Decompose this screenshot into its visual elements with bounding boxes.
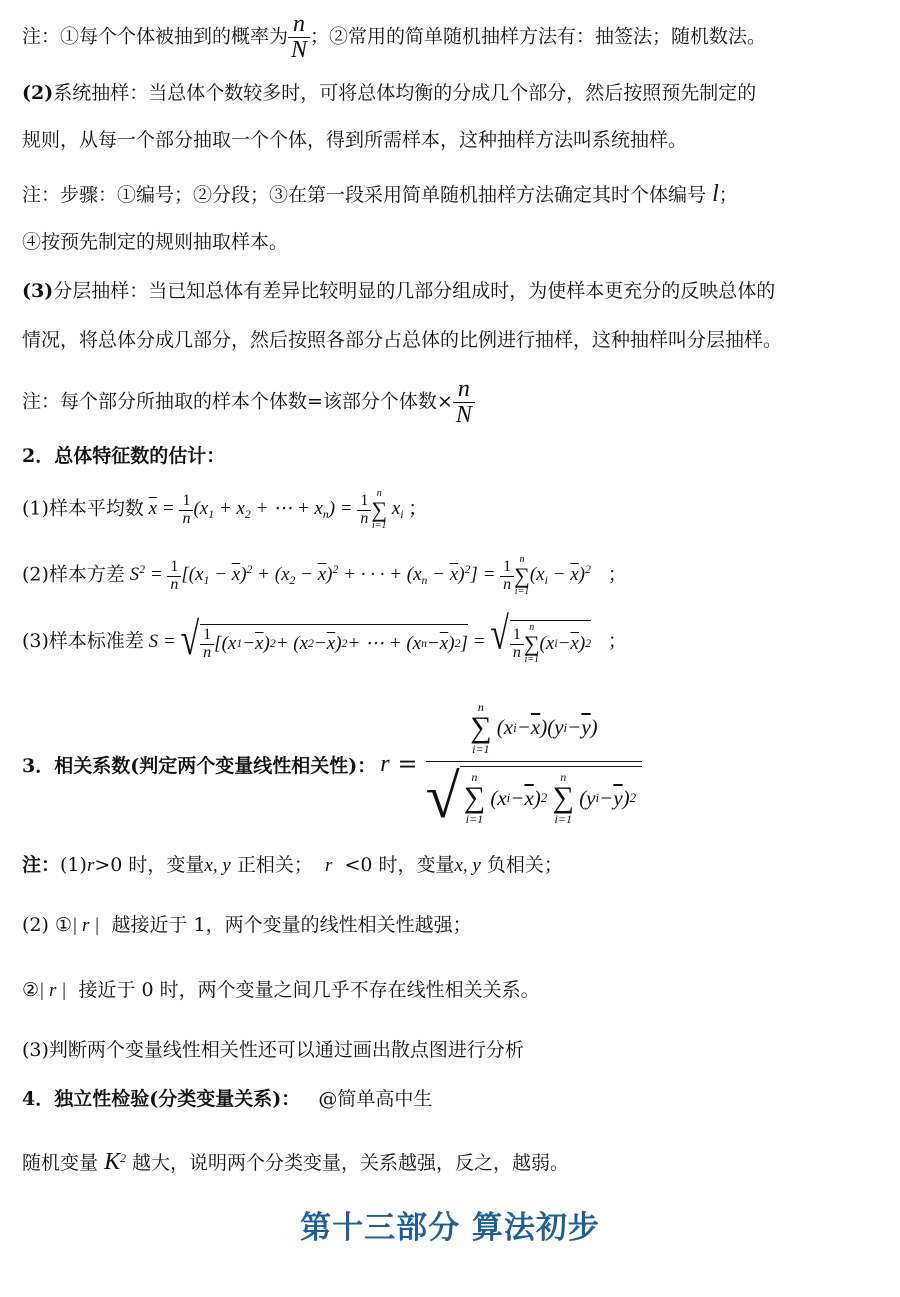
mean-formula: $\overline{x}$ = $\frac{1}{n}$ ($x_1 + x_2$ + ⋯ + $x_n$) = $\frac{1}{n}$ n ∑ i=1 $x_i$ [148, 488, 404, 531]
text: 随机变量 [22, 1152, 99, 1175]
text: ； [718, 184, 738, 206]
text: 情况，将总体分成几部分，然后按照各部分占总体的比例进行抽样，这种抽样叫分层抽样。 [22, 329, 783, 351]
item-number: (3) [22, 280, 54, 302]
text: 负相关； [486, 854, 563, 876]
text: 越大，说明两个分类变量，关系越强，反之，越弱。 [132, 1152, 570, 1175]
text: 分层抽样：当已知总体有差异比较明显的几部分组成时，为使样本更充分的反映总体的 [53, 280, 776, 302]
text: 规则，从每一个部分抽取一个个体，得到所需样本，这种抽样方法叫系统抽样。 [22, 129, 688, 151]
note-r-weak: ②| r | 接近于 0 时，两个变量之间几乎不存在线性相关关系。 [22, 979, 540, 1001]
formula-correlation: 3．相关系数(判定两个变量线性相关性)： r = n ∑ i=1 (x i − $\overline{x}$ )(y i − $\overline{y}$ ) √ n ∑ i=1 (x i − $\overline{x}$ ) 2 n ∑ i=1 (y i − $\overline{y}$ ) 2 [22, 698, 642, 830]
text: ② [22, 979, 40, 1001]
text: 注：①每个个体被抽到的概率为 [22, 25, 289, 48]
line-stratified-sampling [22, 278, 775, 304]
text: 越接近于 1，两个变量的线性相关性越强； [111, 914, 472, 936]
formula-sample-std [22, 609, 627, 665]
note-r-sign: 注：(1)r>0 时，变量x, y 正相关； r <0 时，变量x, y 负相关； [22, 854, 563, 876]
text: ； [607, 629, 627, 652]
fraction-n-over-N: $\frac{n}{N}$ [288, 12, 310, 63]
text: (1) [60, 854, 87, 876]
variance-formula: $S^2$ = $\frac{1}{n}$ [$(x_1 - \overline{x})^2 + (x_2 - \overline{x})^2$ + · · · + $(x_n - \overline{x})^2$] = $\frac{1}{n}$ n ∑ i=1 $(x_i - \overline{x})^2$ [124, 554, 591, 597]
formula-sample-mean [22, 489, 427, 531]
text: <0 时，变量 [344, 854, 455, 876]
line-stratified-sampling-cont [22, 327, 782, 353]
heading-estimation [22, 443, 225, 469]
line-systematic-sampling [22, 80, 756, 106]
std-formula: S = √ $\frac{1}{n}$ [(x 1 − $\overline{x}$ ) 2 + (x 2 − $\overline{x}$ ) 2 + ⋯ + (x n − $\overline{x}$ ) 2 ] = √ $\frac{1}{n}$ n ∑ i=1 (x i − $\overline{x}$ ) 2 [143, 609, 592, 665]
text: 正相关； [236, 854, 313, 876]
correlation-fraction: n ∑ i=1 (x i − $\overline{x}$ )(y i − $\overline{y}$ ) √ n ∑ i=1 (x i − $\overline{x}$ ) 2 n ∑ i=1 (y i − $\overline{y}$ ) 2 [426, 701, 643, 828]
note-r-strong: (2) ①| r | 越接近于 1，两个变量的线性相关性越强； [22, 914, 472, 936]
line-systematic-sampling-cont [22, 127, 687, 153]
line-k2: 随机变量 $K^2$ 越大，说明两个分类变量，关系越强，反之，越弱。 [22, 1149, 570, 1176]
text: ④按预先制定的规则抽取样本。 [22, 231, 289, 253]
text: 系统抽样：当总体个数较多时，可将总体均衡的分成几个部分，然后按照预先制定的 [53, 82, 757, 104]
note-scatter [22, 1037, 524, 1063]
text: 接近于 0 时，两个变量之间几乎不存在线性相关关系。 [78, 979, 540, 1001]
text: 2．总体特征数的估计： [22, 445, 226, 467]
heading-independence-test [22, 1086, 432, 1112]
text: ； [408, 497, 428, 520]
text: >0 时，变量 [94, 854, 205, 876]
heading-correlation: 3．相关系数(判定两个变量线性相关性)： [22, 754, 377, 777]
text: 注：每个部分所抽取的样本个体数=该部分个体数× [22, 390, 453, 413]
text: ； [607, 563, 627, 586]
var-l: l [712, 181, 719, 207]
text: (3)判断两个变量线性相关性还可以通过画出散点图进行分析 [22, 1039, 524, 1061]
line-steps [22, 181, 738, 208]
line-stratified-note [22, 377, 475, 428]
line-sampling-note [22, 12, 766, 63]
formula-sample-variance [22, 555, 627, 597]
section-heading: 第十三部分 算法初步 [300, 1210, 600, 1246]
fraction-n-over-N: $\frac{n}{N}$ [453, 377, 475, 428]
text: 注：步骤：①编号；②分段；③在第一段采用简单随机抽样方法确定其时个体编号 [22, 184, 707, 206]
item-number: (2) [22, 82, 54, 104]
label: (1)样本平均数 [22, 497, 144, 520]
text: (2) ① [22, 914, 72, 936]
text: 注： [22, 854, 61, 876]
line-steps-cont [22, 229, 288, 255]
var-r: r [380, 750, 390, 777]
label: (3)样本标准差 [22, 629, 144, 652]
text: ；②常用的简单随机抽样方法有：抽签法；随机数法。 [310, 25, 767, 48]
text: 4．独立性检验(分类变量关系)： [22, 1088, 301, 1110]
watermark: @简单高中生 [318, 1088, 433, 1110]
label: (2)样本方差 [22, 563, 125, 586]
